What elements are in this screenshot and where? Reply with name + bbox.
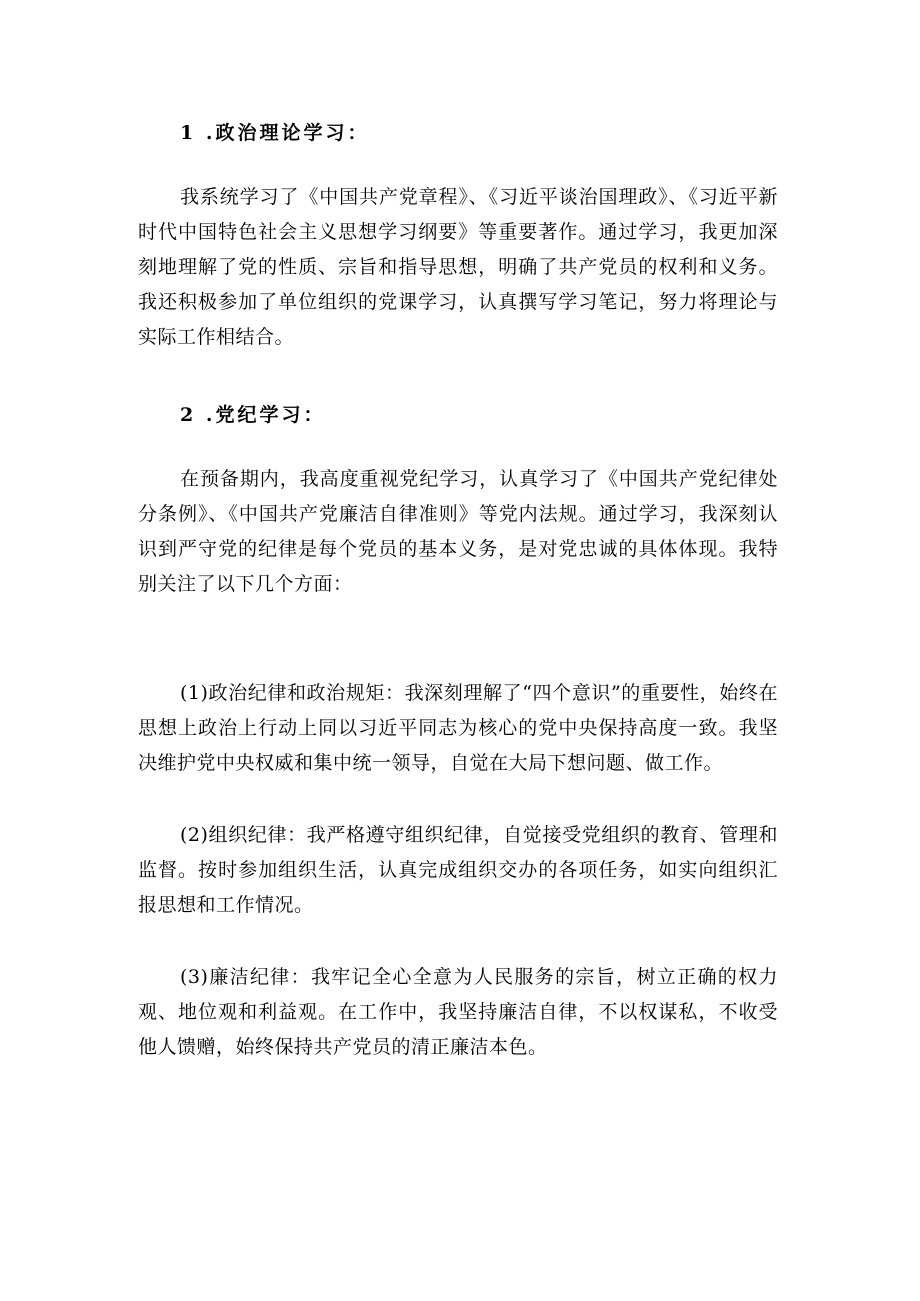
discipline-item-integrity: (3)廉洁纪律：我牢记全心全意为人民服务的宗旨，树立正确的权力观、地位观和利益观。在工作中，我坚持廉洁自律，不以权谋私，不收受他人馈赠，始终保持共产党员的清正廉洁本色。 [138,966,778,1058]
section2-intro-paragraph: 在预备期内，我高度重视党纪学习，认真学习了《中国共产党纪律处分条例》、《中国共产党廉洁自律准则》等党内法规。通过学习，我深刻认识到严守党的纪律是每个党员的基本义务，是对党忠诚的具体体现。我特别关注了以下几个方面： [138,468,778,595]
section1-paragraph: 我系统学习了《中国共产党章程》、《习近平谈治国理政》、《习近平新时代中国特色社会主义思想学习纲要》等重要著作。通过学习，我更加深刻地理解了党的性质、宗旨和指导思想，明确了共产党员的权利和义务。我还积极参加了单位组织的党课学习，认真撰写学习笔记，努力将理论与实际工作相结合。 [138,186,778,348]
section2-heading: 2 .党纪学习： [180,404,326,426]
section1-heading: 1 .政治理论学习： [180,122,370,144]
discipline-item-political: (1)政治纪律和政治规矩：我深刻理解了“四个意识”的重要性，始终在思想上政治上行动上同以习近平同志为核心的党中央保持高度一致。我坚决维护党中央权威和集中统一领导，自觉在大局下想问题、做工作。 [138,682,778,774]
discipline-item-organizational: (2)组织纪律：我严格遵守组织纪律，自觉接受党组织的教育、管理和监督。按时参加组织生活，认真完成组织交办的各项任务，如实向组织汇报思想和工作情况。 [138,824,778,916]
